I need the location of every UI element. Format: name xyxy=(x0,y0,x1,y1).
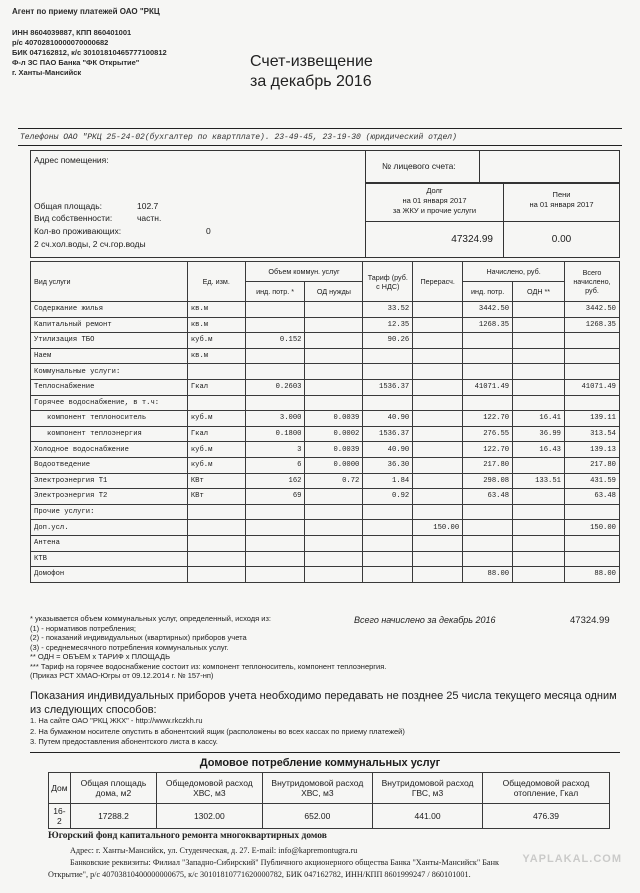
unit-cell: куб.м xyxy=(187,333,245,349)
volume-ind-cell xyxy=(245,348,305,364)
service-name-cell: Водоотведение xyxy=(31,457,188,473)
table-row xyxy=(31,457,620,473)
unit-cell: КВт xyxy=(187,473,245,489)
penalty-label: Пени xyxy=(552,190,571,199)
house-header: Общедомовой расход ХВС, м3 xyxy=(157,773,263,804)
unit-cell: кв.м xyxy=(187,348,245,364)
footnote: ** ОДН = ОБЪЕМ х ТАРИФ х ПЛОЩАДЬ xyxy=(30,652,171,661)
unit-cell: кв.м xyxy=(187,302,245,318)
volume-ind-cell xyxy=(245,567,305,583)
area-value: 102.7 xyxy=(137,201,159,211)
charged-odn-cell: 16.43 xyxy=(513,442,565,458)
volume-ind-cell: 69 xyxy=(245,489,305,505)
charged-ind-cell xyxy=(463,364,513,380)
tariff-cell: 1.84 xyxy=(363,473,413,489)
charged-ind-cell: 276.55 xyxy=(463,426,513,442)
address-label: Адрес помещения: xyxy=(34,155,109,165)
charged-odn-cell: 133.51 xyxy=(513,473,565,489)
house-header: Внутридомовой расход ХВС, м3 xyxy=(262,773,373,804)
debt-date: на 01 января 2017 xyxy=(402,196,467,205)
total-charged-cell: 139.13 xyxy=(565,442,620,458)
charges-table xyxy=(30,261,620,583)
footnote: *** Тариф на горячее водоснабжение состоит из: компонент теплоноситель, компонент теплоэнергия. xyxy=(30,661,387,671)
tariff-cell: 90.26 xyxy=(363,333,413,349)
volume-odn-cell: 0.0000 xyxy=(305,457,363,473)
recalc-cell xyxy=(413,551,463,567)
volume-odn-cell xyxy=(305,333,363,349)
volume-odn-cell xyxy=(305,520,363,536)
unit-cell xyxy=(187,364,245,380)
fund-bank: Банковские реквизиты: Филиал "Западно-Сибирский" Публичного акционерного общества Банка "Ханты-Мансийск" Банк xyxy=(70,858,499,867)
table-row xyxy=(31,473,620,489)
charged-odn-cell xyxy=(513,551,565,567)
col-odn: ОД нужды xyxy=(305,282,363,302)
tariff-cell xyxy=(363,504,413,520)
fund-title: Югорский фонд капитального ремонта многоквартирных домов xyxy=(48,831,327,841)
total-charged-cell: 431.59 xyxy=(565,473,620,489)
account-label: № лицевого счета: xyxy=(382,161,456,171)
recalc-cell xyxy=(413,457,463,473)
charged-odn-cell: 36.99 xyxy=(513,426,565,442)
service-name-cell: Теплоснабжение xyxy=(31,379,188,395)
charged-ind-cell: 3442.50 xyxy=(463,302,513,318)
footnote: (Приказ РСТ ХМАО-Югры от 09.12.2014 г. № 157-нп) xyxy=(30,671,214,680)
site-watermark: YAPLAKAL.COM xyxy=(522,853,622,865)
volume-ind-cell xyxy=(245,535,305,551)
table-row xyxy=(31,395,620,411)
tariff-cell xyxy=(363,364,413,380)
house-value: 652.00 xyxy=(262,804,373,829)
document-title-line1: Счет-извещение xyxy=(250,53,373,70)
charged-odn-cell xyxy=(513,364,565,380)
service-name-cell: компонент теплоэнергия xyxy=(31,426,188,442)
account-box xyxy=(365,150,620,183)
service-name-cell: Горячее водоснабжение, в т.ч: xyxy=(31,395,188,411)
charged-odn-cell xyxy=(513,520,565,536)
unit-cell xyxy=(187,551,245,567)
address-box xyxy=(30,150,366,258)
volume-odn-cell xyxy=(305,567,363,583)
table-row xyxy=(31,302,620,318)
charged-ind-cell: 298.08 xyxy=(463,473,513,489)
total-charged-cell xyxy=(565,395,620,411)
charged-ind-cell xyxy=(463,520,513,536)
tariff-cell xyxy=(363,567,413,583)
footnote: (3) - среднемесячного потребления коммунальных услуг. xyxy=(30,642,229,652)
total-charged-cell xyxy=(565,551,620,567)
submission-methods xyxy=(30,716,405,748)
house-value: 16-2 xyxy=(49,804,71,829)
volume-ind-cell: 0.1800 xyxy=(245,426,305,442)
area-label: Общая площадь: xyxy=(34,201,103,211)
charged-odn-cell xyxy=(513,535,565,551)
unit-cell xyxy=(187,567,245,583)
recalc-cell xyxy=(413,348,463,364)
footnote: * указывается объем коммунальных услуг, определенный, исходя из: xyxy=(30,614,271,623)
charged-odn-cell xyxy=(513,504,565,520)
charged-odn-cell xyxy=(513,567,565,583)
recalc-cell xyxy=(413,333,463,349)
volume-ind-cell: 6 xyxy=(245,457,305,473)
agent-city: г. Ханты-Мансийск xyxy=(12,68,82,77)
volume-odn-cell xyxy=(305,348,363,364)
volume-ind-cell: 0.152 xyxy=(245,333,305,349)
unit-cell: куб.м xyxy=(187,457,245,473)
readings-instructions: Показания индивидуальных приборов учета необходимо передавать не позднее 25 числа текущего месяца одним из следующих способов: xyxy=(30,690,617,716)
unit-cell: Гкал xyxy=(187,426,245,442)
volume-ind-cell xyxy=(245,504,305,520)
service-name-cell: Коммунальные услуги: xyxy=(31,364,188,380)
method-mailbox: 2. На бумажном носителе опустить в абонентский ящик (расположены во всех кассах по приему платежей) xyxy=(30,726,405,736)
charged-odn-cell xyxy=(513,302,565,318)
volume-ind-cell xyxy=(245,395,305,411)
recalc-cell xyxy=(413,489,463,505)
volume-odn-cell xyxy=(305,379,363,395)
volume-ind-cell: 0.2603 xyxy=(245,379,305,395)
service-name-cell: Прочие услуги: xyxy=(31,504,188,520)
service-name-cell: Утилизация ТБО xyxy=(31,333,188,349)
footnote: (2) - показаний индивидуальных (квартирных) приборов учета xyxy=(30,633,247,642)
tariff-cell: 40.90 xyxy=(363,411,413,427)
table-row xyxy=(31,489,620,505)
recalc-cell: 150.00 xyxy=(413,520,463,536)
tariff-cell xyxy=(363,551,413,567)
table-row xyxy=(31,551,620,567)
charged-ind-cell: 122.70 xyxy=(463,442,513,458)
col-charged-odn: ОДН ** xyxy=(513,282,565,302)
table-row xyxy=(31,504,620,520)
recalc-cell xyxy=(413,504,463,520)
volume-odn-cell: 0.0039 xyxy=(305,442,363,458)
unit-cell: куб.м xyxy=(187,442,245,458)
agent-inn: ИНН 8604039887, КПП 860401001 xyxy=(12,28,132,37)
unit-cell xyxy=(187,535,245,551)
table-row xyxy=(31,520,620,536)
charged-ind-cell: 122.70 xyxy=(463,411,513,427)
col-charged: Начислено, руб. xyxy=(463,262,565,282)
service-name-cell: Доп.усл. xyxy=(31,520,188,536)
charged-ind-cell xyxy=(463,395,513,411)
col-unit: Ед. изм. xyxy=(187,262,245,302)
service-name-cell: Электроэнергия Т1 xyxy=(31,473,188,489)
table-row xyxy=(31,442,620,458)
charged-odn-cell: 16.41 xyxy=(513,411,565,427)
method-cashier: 3. Путем предоставления абонентского листа в кассу. xyxy=(30,737,218,746)
charged-ind-cell: 1268.35 xyxy=(463,317,513,333)
document-title xyxy=(250,52,373,92)
unit-cell: КВт xyxy=(187,489,245,505)
volume-odn-cell xyxy=(305,504,363,520)
col-service: Вид услуги xyxy=(31,262,188,302)
table-row xyxy=(31,567,620,583)
debt-desc: за ЖКУ и прочие услуги xyxy=(392,206,477,215)
total-charged-cell xyxy=(565,364,620,380)
table-row xyxy=(31,333,620,349)
agent-account: р/с 40702810000070000682 xyxy=(12,38,109,47)
service-name-cell: Наем xyxy=(31,348,188,364)
recalc-cell xyxy=(413,379,463,395)
total-charged-cell: 139.11 xyxy=(565,411,620,427)
fund-address: Адрес: г. Ханты-Мансийск, ул. Студенческая, д. 27. E-mail: info@kapremontugra.ru xyxy=(70,846,358,855)
charged-odn-cell xyxy=(513,379,565,395)
col-charged-ind: инд. потр. xyxy=(463,282,513,302)
volume-ind-cell xyxy=(245,317,305,333)
unit-cell xyxy=(187,395,245,411)
divider xyxy=(18,128,622,129)
volume-odn-cell: 0.0039 xyxy=(305,411,363,427)
footnotes xyxy=(30,614,386,681)
volume-odn-cell: 0.0002 xyxy=(305,426,363,442)
charged-odn-cell xyxy=(513,348,565,364)
charged-ind-cell xyxy=(463,551,513,567)
total-charged-cell xyxy=(565,348,620,364)
meters-info: 2 сч.хол.воды, 2 сч.гор.воды xyxy=(34,239,146,249)
charged-ind-cell: 41071.49 xyxy=(463,379,513,395)
table-row xyxy=(31,411,620,427)
volume-ind-cell xyxy=(245,364,305,380)
tariff-cell xyxy=(363,520,413,536)
recalc-cell xyxy=(413,442,463,458)
volume-odn-cell xyxy=(305,489,363,505)
volume-ind-cell: 162 xyxy=(245,473,305,489)
house-header: Общая площадь дома, м2 xyxy=(70,773,156,804)
footnote: (1) - нормативов потребления; xyxy=(30,623,136,633)
recalc-cell xyxy=(413,395,463,411)
table-row xyxy=(31,535,620,551)
total-charged-cell: 3442.50 xyxy=(565,302,620,318)
service-name-cell: Антена xyxy=(31,535,188,551)
house-value: 441.00 xyxy=(373,804,483,829)
debt-header xyxy=(366,184,504,222)
penalty-header xyxy=(504,184,619,222)
unit-cell: Гкал xyxy=(187,379,245,395)
recalc-cell xyxy=(413,567,463,583)
house-value: 1302.00 xyxy=(157,804,263,829)
house-header: Внутридомовой расход ГВС, м3 xyxy=(373,773,483,804)
tariff-cell xyxy=(363,395,413,411)
penalty-value: 0.00 xyxy=(551,234,572,245)
house-header: Общедомовой расход отопление, Гкал xyxy=(482,773,609,804)
col-total: Всего начислено, руб. xyxy=(565,262,620,302)
total-charged-cell: 63.48 xyxy=(565,489,620,505)
tariff-cell: 33.52 xyxy=(363,302,413,318)
volume-ind-cell xyxy=(245,520,305,536)
divider xyxy=(18,145,622,146)
tariff-cell: 36.30 xyxy=(363,457,413,473)
total-charged-cell: 88.00 xyxy=(565,567,620,583)
volume-odn-cell xyxy=(305,302,363,318)
fund-accounts: Открытие", р/с 40703810400000000675, к/с 30101810771620000782, БИК 047162782, ИНН/КПП 8601999247 / 860101001. xyxy=(48,870,471,879)
house-value: 476.39 xyxy=(482,804,609,829)
table-row xyxy=(31,379,620,395)
debt-box xyxy=(365,183,620,258)
volume-odn-cell xyxy=(305,317,363,333)
unit-cell: кв.м xyxy=(187,317,245,333)
col-tariff: Тариф (руб. с НДС) xyxy=(363,262,413,302)
total-value: 47324.99 xyxy=(570,615,610,626)
total-charged-cell xyxy=(565,504,620,520)
ownership-label: Вид собственности: xyxy=(34,213,113,223)
payment-agent-block xyxy=(12,7,167,78)
total-charged-cell: 41071.49 xyxy=(565,379,620,395)
col-volume: Объем коммун. услуг xyxy=(245,262,363,282)
service-name-cell: Капитальный ремонт xyxy=(31,317,188,333)
charged-odn-cell xyxy=(513,489,565,505)
service-name-cell: Холодное водоснабжение xyxy=(31,442,188,458)
unit-cell xyxy=(187,504,245,520)
volume-ind-cell: 3 xyxy=(245,442,305,458)
divider xyxy=(30,752,620,753)
recalc-cell xyxy=(413,364,463,380)
charged-odn-cell xyxy=(513,395,565,411)
volume-ind-cell xyxy=(245,551,305,567)
residents-value: 0 xyxy=(206,226,211,236)
contact-phones: Телефоны ОАО "РКЦ 25-24-02(бухгалтер по квартплате). 23-49-45, 23-19-30 (юридический отдел) xyxy=(20,133,457,142)
table-row xyxy=(31,348,620,364)
service-name-cell: Содержание жилья xyxy=(31,302,188,318)
charged-ind-cell xyxy=(463,348,513,364)
service-name-cell: Электроэнергия Т2 xyxy=(31,489,188,505)
table-row xyxy=(31,364,620,380)
table-row xyxy=(31,426,620,442)
charged-ind-cell: 63.48 xyxy=(463,489,513,505)
total-charged-cell: 217.80 xyxy=(565,457,620,473)
service-name-cell: компонент теплоноситель xyxy=(31,411,188,427)
divider xyxy=(479,151,480,182)
recalc-cell xyxy=(413,411,463,427)
volume-odn-cell: 0.72 xyxy=(305,473,363,489)
volume-odn-cell xyxy=(305,551,363,567)
house-consumption-title: Домовое потребление коммунальных услуг xyxy=(199,757,441,769)
document-title-line2: за декабрь 2016 xyxy=(250,73,372,90)
penalty-date: на 01 января 2017 xyxy=(529,200,594,209)
total-label: Всего начислено за декабрь 2016 xyxy=(354,615,496,625)
recalc-cell xyxy=(413,426,463,442)
house-value: 17288.2 xyxy=(70,804,156,829)
total-charged-cell: 313.54 xyxy=(565,426,620,442)
charged-odn-cell xyxy=(513,317,565,333)
unit-cell: куб.м xyxy=(187,411,245,427)
volume-odn-cell xyxy=(305,364,363,380)
service-name-cell: Домофон xyxy=(31,567,188,583)
tariff-cell: 40.90 xyxy=(363,442,413,458)
charged-odn-cell xyxy=(513,457,565,473)
house-consumption-table xyxy=(48,772,610,829)
charged-ind-cell: 88.00 xyxy=(463,567,513,583)
charged-ind-cell xyxy=(463,504,513,520)
service-name-cell: КТВ xyxy=(31,551,188,567)
tariff-cell: 0.92 xyxy=(363,489,413,505)
residents-label: Кол-во проживающих: xyxy=(34,226,122,236)
col-recalc: Перерасч. xyxy=(413,262,463,302)
volume-odn-cell xyxy=(305,535,363,551)
agent-bik: БИК 047162812, к/с 30101810465777100812 xyxy=(12,48,167,57)
method-website: 1. На сайте ОАО "РКЦ ЖКХ" - http://www.rkczkh.ru xyxy=(30,716,203,725)
tariff-cell: 1536.37 xyxy=(363,379,413,395)
charged-ind-cell xyxy=(463,535,513,551)
tariff-cell: 1536.37 xyxy=(363,426,413,442)
tariff-cell: 12.35 xyxy=(363,317,413,333)
agent-name: Агент по приему платежей ОАО "РКЦ xyxy=(12,7,160,16)
tariff-cell xyxy=(363,348,413,364)
total-charged-cell xyxy=(565,535,620,551)
col-ind: инд. потр. * xyxy=(245,282,305,302)
unit-cell xyxy=(187,520,245,536)
charged-odn-cell xyxy=(513,333,565,349)
table-row xyxy=(31,317,620,333)
tariff-cell xyxy=(363,535,413,551)
total-charged-cell: 1268.35 xyxy=(565,317,620,333)
recalc-cell xyxy=(413,317,463,333)
house-header: Дом xyxy=(49,773,71,804)
recalc-cell xyxy=(413,535,463,551)
volume-ind-cell: 3.000 xyxy=(245,411,305,427)
debt-label: Долг xyxy=(426,186,443,195)
total-charged-cell: 150.00 xyxy=(565,520,620,536)
recalc-cell xyxy=(413,473,463,489)
charged-ind-cell xyxy=(463,333,513,349)
recalc-cell xyxy=(413,302,463,318)
charged-ind-cell: 217.80 xyxy=(463,457,513,473)
debt-value: 47324.99 xyxy=(366,222,504,257)
total-charged-cell xyxy=(565,333,620,349)
volume-ind-cell xyxy=(245,302,305,318)
agent-bank: Ф-л ЗС ПАО Банка "ФК Открытие" xyxy=(12,58,140,67)
fund-info xyxy=(48,845,499,881)
ownership-value: частн. xyxy=(137,213,162,223)
volume-odn-cell xyxy=(305,395,363,411)
